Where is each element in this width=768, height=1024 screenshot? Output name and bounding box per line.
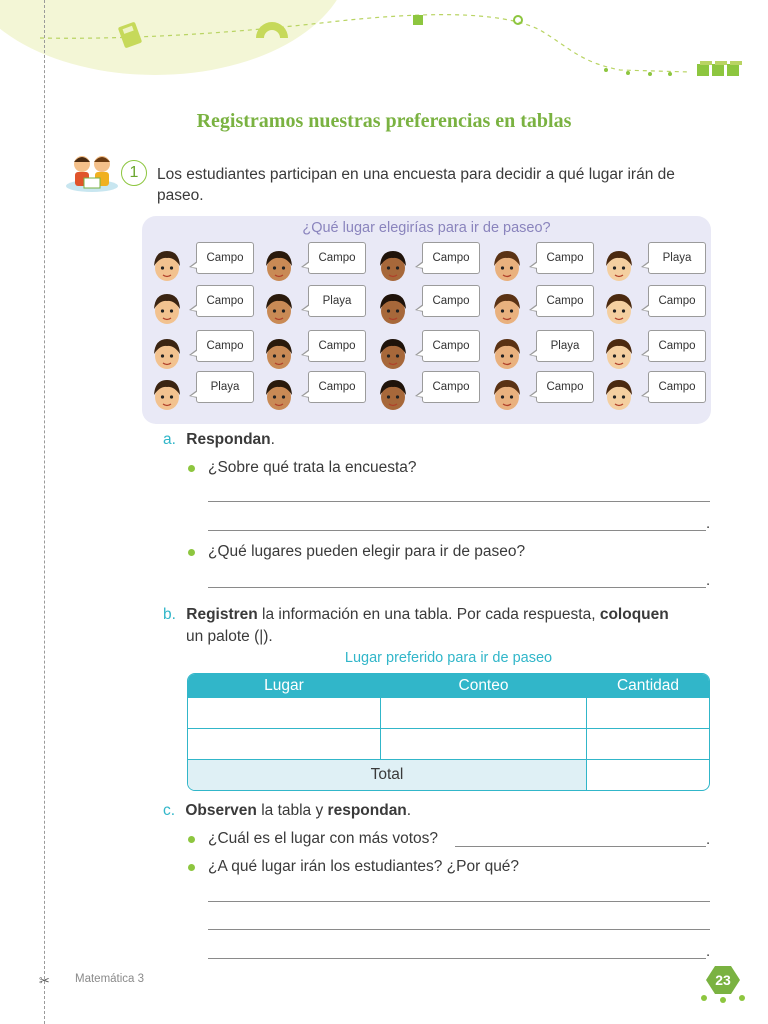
cube-icon (410, 12, 426, 28)
speech-bubble: Campo (422, 285, 480, 317)
speech-bubble: Campo (422, 330, 480, 362)
part-a-letter: a. (163, 431, 176, 448)
total-cell[interactable] (586, 759, 709, 790)
table-title: Lugar preferido para ir de paseo (344, 650, 553, 666)
statement-line-2: paseo. (157, 187, 204, 204)
bullet-icon (188, 836, 195, 843)
speech-bubble: Campo (196, 242, 254, 274)
protractor-icon (252, 12, 292, 42)
speech-bubble: Campo (422, 242, 480, 274)
part-a-period: . (270, 431, 275, 448)
answer-line[interactable] (208, 587, 706, 588)
bullet-icon (188, 549, 195, 556)
speech-bubble: Playa (196, 371, 254, 403)
question-c2: ¿A qué lugar irán los estudiantes? ¿Por qué? (208, 858, 520, 875)
part-c (163, 802, 411, 820)
activity-number: 1 (121, 160, 147, 186)
part-b-text1: la información en una tabla. Por cada respuesta, (257, 606, 600, 623)
period-mark: . (706, 943, 711, 960)
part-b-bold1: Registren (186, 606, 258, 623)
speech-bubble: Campo (648, 330, 706, 362)
book-name: Matemática 3 (75, 973, 145, 985)
calculator-icon (117, 21, 145, 49)
speech-bubble: Campo (536, 242, 594, 274)
page-title: Registramos nuestras preferencias en tablas (196, 110, 572, 132)
part-a-instruction: Respondan (186, 431, 271, 448)
part-b (163, 606, 723, 624)
cut-line (44, 0, 45, 1024)
header-dotted-path (0, 0, 768, 90)
speech-bubble: Campo (648, 285, 706, 317)
answer-line[interactable] (208, 901, 710, 902)
cubes-icon (696, 60, 744, 78)
col-header-conteo: Conteo (380, 674, 586, 697)
col-header-cantidad: Cantidad (586, 674, 709, 697)
statement-line-1: Los estudiantes participan en una encuesta para decidir a qué lugar irán de (157, 166, 675, 183)
page-number: 23 (715, 972, 731, 988)
part-c-bold1: Observen (185, 802, 257, 819)
answer-line[interactable] (208, 958, 706, 959)
period-mark: . (706, 572, 711, 589)
question-c1: ¿Cuál es el lugar con más votos? (208, 830, 439, 847)
part-b-letter: b. (163, 606, 176, 623)
answer-line[interactable] (455, 846, 706, 847)
speech-bubble: Campo (196, 330, 254, 362)
table-cell[interactable] (380, 697, 586, 728)
table-cell[interactable] (586, 697, 709, 728)
table-header-row (188, 674, 709, 697)
part-c-letter: c. (163, 802, 176, 819)
answer-line[interactable] (208, 530, 706, 531)
speech-bubble: Playa (308, 285, 366, 317)
scissors-icon: ✂ (39, 973, 50, 988)
total-label: Total (188, 759, 586, 790)
answer-line[interactable] (208, 501, 710, 502)
period-mark: . (706, 831, 711, 848)
part-c-period: . (406, 802, 412, 819)
speech-bubble: Campo (308, 371, 366, 403)
speech-bubble: Campo (422, 371, 480, 403)
part-c-text1: la tabla y (256, 802, 328, 819)
survey-panel (142, 216, 711, 424)
part-c-bold2: respondan (327, 802, 407, 819)
speech-bubble: Playa (536, 330, 594, 362)
period-mark: . (706, 515, 711, 532)
bullet-icon (188, 864, 195, 871)
table-cell[interactable] (586, 728, 709, 759)
students-icon (64, 150, 120, 194)
table-row (188, 697, 709, 728)
question-a1: ¿Sobre qué trata la encuesta? (208, 459, 417, 476)
question-a2: ¿Qué lugares pueden elegir para ir de paseo? (208, 543, 526, 560)
table-total-row (188, 759, 709, 790)
part-b-line2: un palote (|). (186, 628, 273, 645)
speech-bubble: Campo (536, 371, 594, 403)
table-cell[interactable] (188, 728, 380, 759)
speech-bubble: Campo (308, 330, 366, 362)
table-cell[interactable] (380, 728, 586, 759)
badge-dots (700, 994, 746, 1004)
answer-line[interactable] (208, 929, 710, 930)
survey-title: ¿Qué lugar elegirías para ir de paseo? (302, 220, 551, 236)
speech-bubble: Campo (648, 371, 706, 403)
speech-bubble: Campo (196, 285, 254, 317)
part-a (163, 431, 275, 449)
part-b-bold2: coloquen (599, 606, 669, 623)
preference-table (187, 673, 710, 791)
speech-bubble: Playa (648, 242, 706, 274)
bullet-icon (188, 465, 195, 472)
activity-statement (157, 164, 717, 206)
table-row (188, 728, 709, 759)
speech-bubble: Campo (536, 285, 594, 317)
col-header-lugar: Lugar (188, 674, 380, 697)
table-cell[interactable] (188, 697, 380, 728)
speech-bubble: Campo (308, 242, 366, 274)
